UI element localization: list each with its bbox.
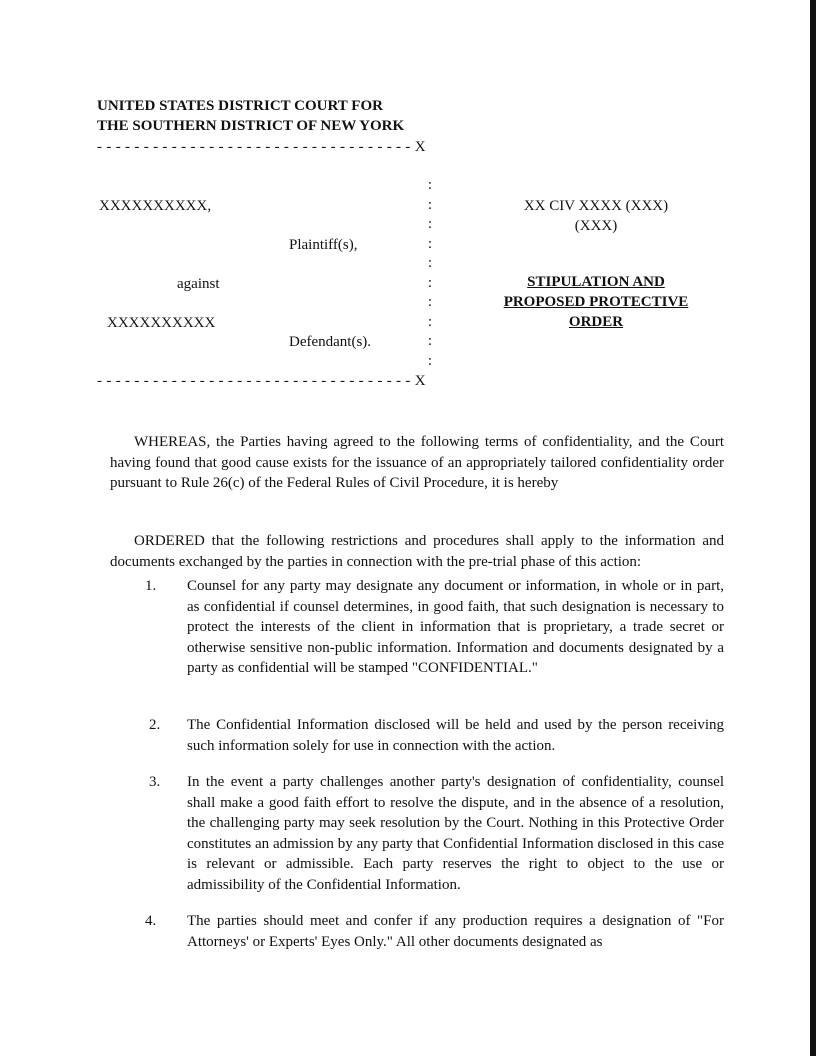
caption-divider-bottom: - - - - - - - - - - - - - - - - - - - - - - - - - - - - - - - - - - X (97, 373, 426, 389)
list-item-number: 3. (149, 774, 161, 790)
court-heading (97, 96, 457, 136)
plaintiff-name: XXXXXXXXXX, (99, 198, 212, 214)
caption-divider-top: - - - - - - - - - - - - - - - - - - - - - - - - - - - - - - - - - - X (97, 139, 426, 155)
title-line-2: PROPOSED PROTECTIVE (503, 294, 689, 310)
list-item-number: 1. (145, 578, 157, 594)
list-item (145, 911, 724, 952)
case-number (490, 196, 702, 236)
list-item-text: The Confidential Information disclosed will be held and used by the person receiving such information solely for use in connection with the action. (187, 717, 724, 754)
colon: : (427, 235, 433, 252)
colon: : (427, 216, 433, 232)
defendant-label: Defendant(s). (289, 334, 372, 350)
plaintiff-label: Plaintiff(s), (289, 237, 358, 253)
list-item-text: In the event a party challenges another party's designation of confidentiality, counsel shall make a good faith effort to resolve the dispute, and in the absence of a resolution, the challenging party may seek resolution by the Court. Nothing in this Protective Order constitutes an admission by any party that Confidential Information disclosed in this case is relevant or admissible. Each party reserves the right to object to the use or admissibility of the Confidential Information. (187, 774, 724, 893)
caption-colon-column (424, 176, 436, 371)
colon: : (427, 313, 433, 330)
title-line-1: STIPULATION AND (527, 274, 665, 290)
whereas-paragraph: WHEREAS, the Parties having agreed to the following terms of confidentiality, and the Court having found that good cause exists for the issuance of an appropriately tailored confidentiality order pursuant to Rule 26(c) of the Federal Rules of Civil Procedure, it is hereby (110, 434, 724, 491)
list-item (145, 772, 724, 895)
colon: : (427, 196, 433, 213)
list-item (145, 715, 724, 756)
colon: : (427, 294, 433, 310)
colon: : (427, 255, 433, 271)
court-line-1: UNITED STATES DISTRICT COURT FOR (97, 98, 383, 114)
colon: : (427, 333, 433, 349)
colon: : (427, 352, 433, 369)
case-number-line-1: XX CIV XXXX (XXX) (523, 198, 669, 214)
list-item-number: 2. (149, 717, 161, 733)
list-item (145, 576, 724, 679)
page-edge-bar (810, 0, 816, 1056)
colon: : (427, 177, 433, 193)
title-line-3: ORDER (568, 314, 624, 330)
case-number-line-2: (XXX) (574, 218, 618, 234)
court-line-2: THE SOUTHERN DISTRICT OF NEW YORK (97, 118, 405, 134)
list-item-number: 4. (145, 913, 157, 929)
versus-label: against (177, 276, 220, 292)
defendant-name: XXXXXXXXXX (107, 315, 216, 331)
document-title (490, 272, 702, 332)
colon: : (427, 274, 433, 291)
ordered-paragraph: ORDERED that the following restrictions and procedures shall apply to the information and documents exchanged by the parties in connection with the pre-trial phase of this action: (110, 533, 724, 570)
list-item-text: The parties should meet and confer if any production requires a designation of "For Attorneys' or Experts' Eyes Only." All other documents designated as (187, 913, 724, 950)
list-item-text: Counsel for any party may designate any document or information, in whole or in part, as confidential if counsel determines, in good faith, that such designation is necessary to protect the interests of the client in information that is proprietary, a trade secret or otherwise sensitive non-public information. Information and documents designated by a party as confidential will be stamped "CONFIDENTIAL." (187, 578, 724, 676)
